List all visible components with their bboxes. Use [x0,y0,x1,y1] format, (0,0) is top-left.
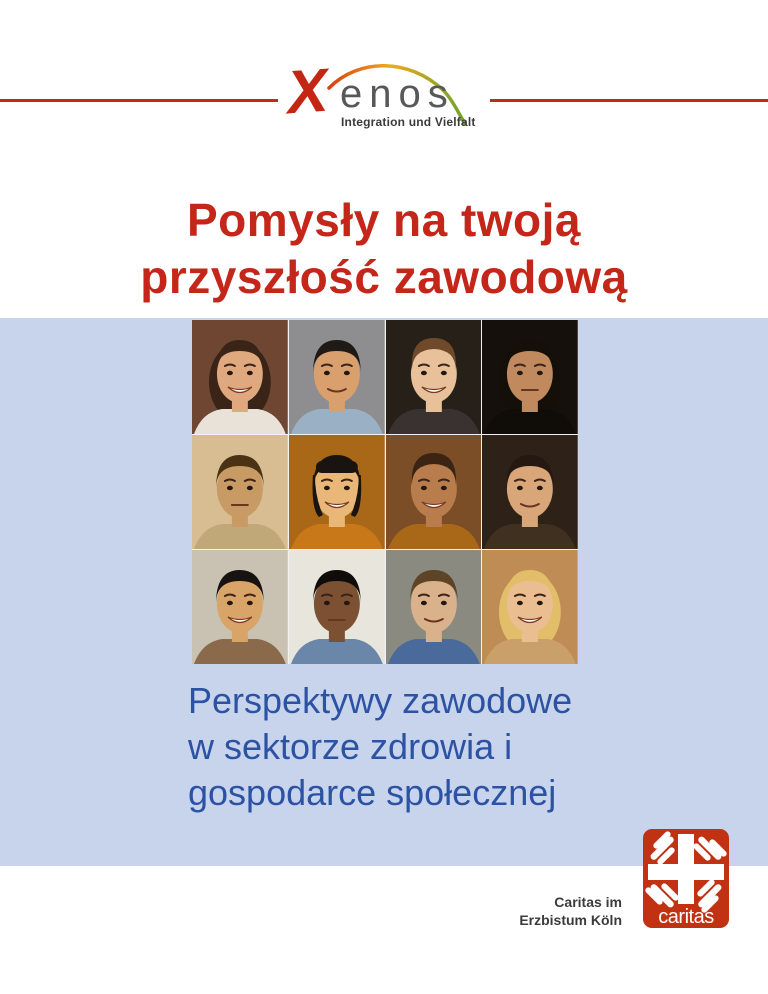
xenos-wordmark: enos [340,72,455,116]
page-title-line2: przyszłość zawodową [140,251,628,303]
page-title-line1: Pomysły na twoją [186,194,581,246]
header-rule-right [490,99,768,102]
caritas-org-label [422,893,622,929]
subtitle-line3: gospodarce społecznej [188,772,557,813]
portrait-woman-blonde-smiling [482,550,578,664]
svg-text:caritas: caritas [658,906,714,928]
xenos-logo [284,55,476,134]
caritas-org-line2: Erzbistum Köln [519,912,622,928]
caritas-logo [643,829,729,928]
portrait-woman-asian-bangs [289,435,385,549]
portrait-photo-grid [192,320,578,664]
caritas-flame-cross-icon [643,829,729,928]
portrait-woman-dark-background [482,320,578,434]
header-rule-left [0,99,278,102]
subtitle-line2: w sektorze zdrowia i [188,726,513,767]
xenos-tagline: Integration und Vielfalt [341,115,476,129]
portrait-man-south-asian [289,550,385,664]
subtitle-line1: Perspektywy zawodowe [188,680,573,721]
portrait-woman-long-dark-curly-hair [192,320,288,434]
subtitle [188,678,572,816]
portrait-man-sepia-serious [192,435,288,549]
content-panel [0,318,768,866]
portrait-boy-tousled-brown-hair [386,550,482,664]
portrait-woman-brown-updo [386,320,482,434]
caritas-org-line1: Caritas im [554,894,622,910]
portrait-man-slicked-black-hair [289,320,385,434]
page-title [0,192,768,306]
portrait-woman-short-curls-smiling [386,435,482,549]
xenos-x-mark: X [284,55,330,127]
portrait-man-asian-smiling [192,550,288,664]
portrait-man-short-dark-hair [482,435,578,549]
